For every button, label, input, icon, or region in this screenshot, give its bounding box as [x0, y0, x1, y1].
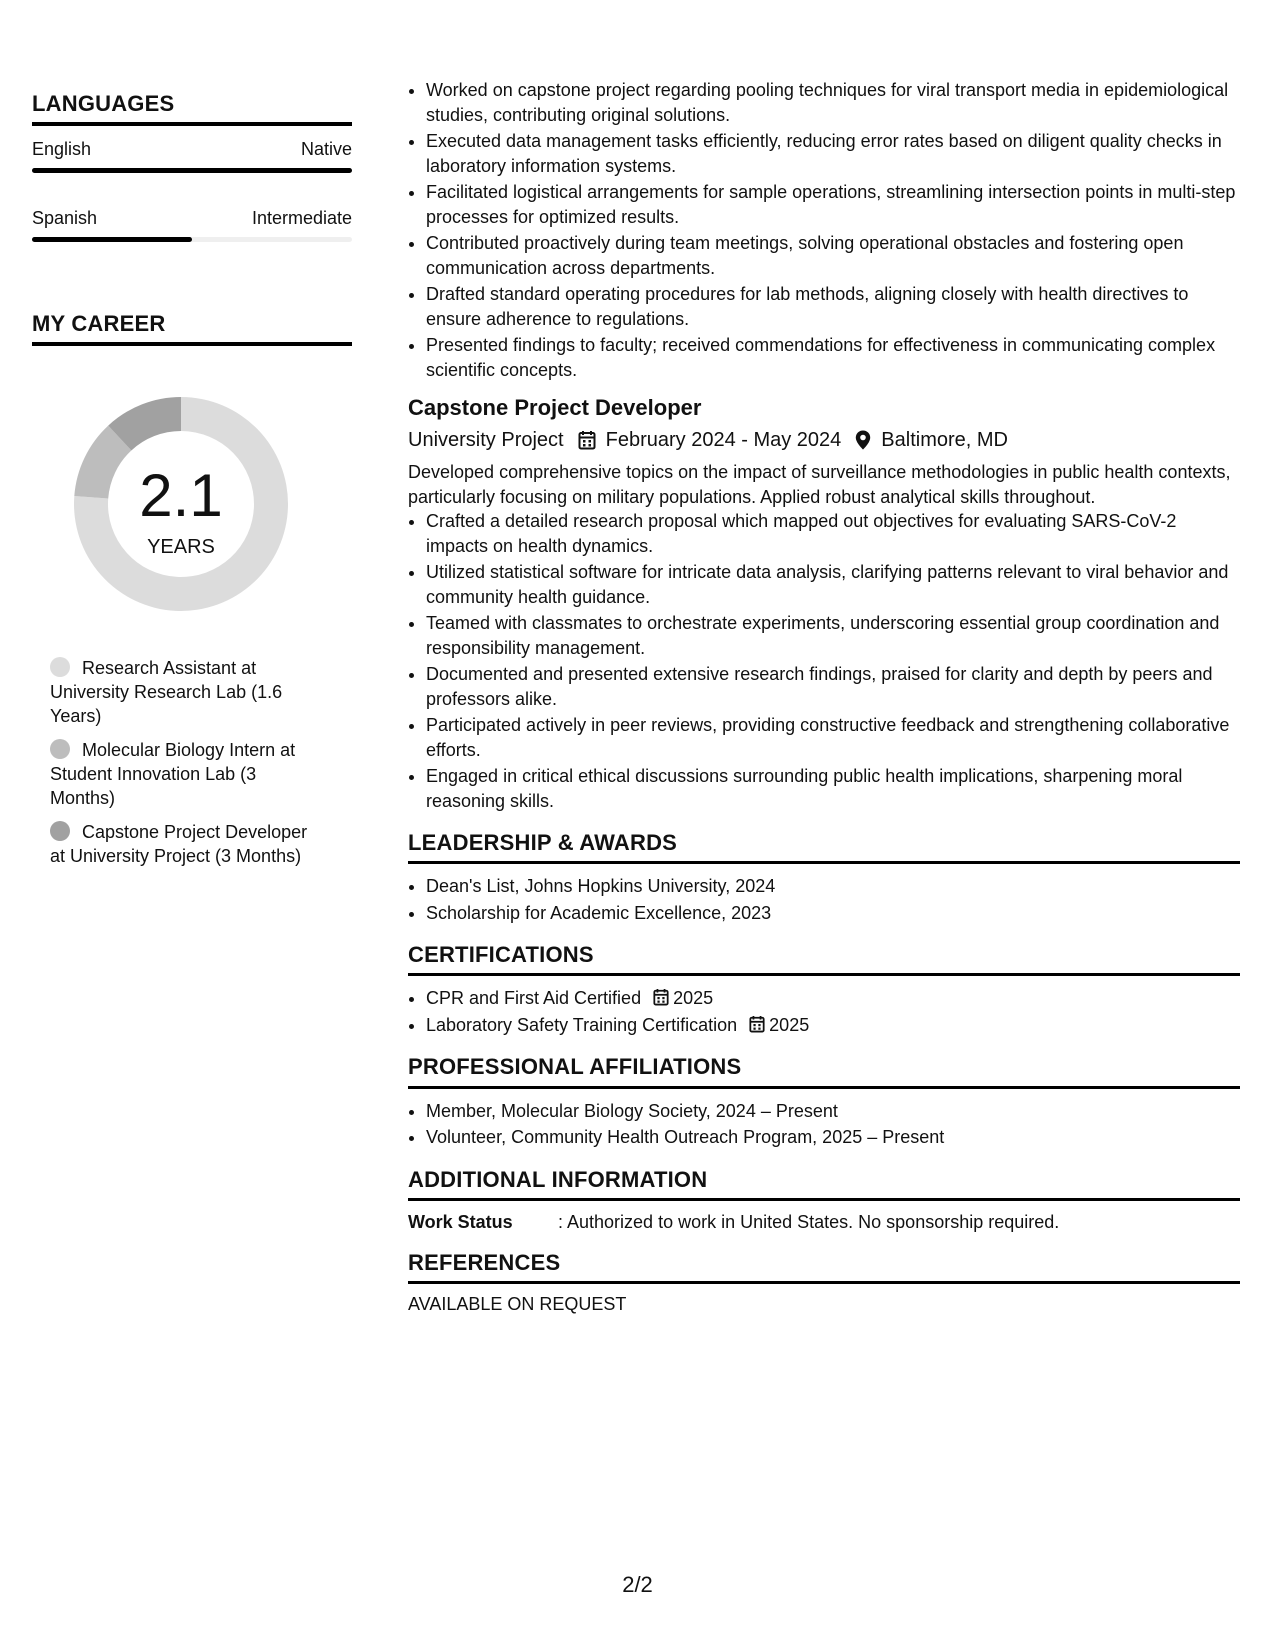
list-item: • Worked on capstone project regarding pooling techniques for viral transport media in epidemiological studies, contributing original solutions. [426, 78, 1240, 127]
references-section [408, 1251, 1240, 1315]
legend-dot [50, 657, 70, 677]
left-column [32, 92, 352, 878]
legend-label: Capstone Project Developer at University Project (3 Months) [50, 822, 308, 867]
language-proficiency-fill [32, 237, 192, 242]
legend-label: Molecular Biology Intern at Student Innovation Lab (3 Months) [50, 740, 296, 809]
list-item: • Engaged in critical ethical discussions surrounding public health implications, sharpening moral reasoning skills. [426, 764, 1240, 813]
references-title: REFERENCES [408, 1251, 1240, 1284]
previous-job-bullets [408, 78, 1240, 382]
career-total-years: 2.1 [139, 462, 223, 530]
leadership-title: LEADERSHIP & AWARDS [408, 831, 1240, 864]
language-name: Spanish [32, 208, 98, 229]
language-level: Native [300, 139, 352, 160]
language-proficiency-bar [32, 168, 352, 173]
affiliations-section [408, 1055, 1240, 1149]
certification-year: 2025 [673, 988, 714, 1009]
list-item: • Presented findings to faculty; received commendations for effectiveness in communicating complex scientific concepts. [426, 333, 1240, 382]
list-item: • Utilized statistical software for intricate data analysis, clarifying patterns relevant to viral behavior and community health guidance. [426, 560, 1240, 609]
certification-year: 2025 [769, 1014, 810, 1035]
additional-info-section [408, 1168, 1240, 1233]
job-dates: February 2024 - May 2024 [605, 429, 842, 451]
career-donut-chart [65, 388, 297, 620]
job-description: Developed comprehensive topics on the impact of surveillance methodologies in public health contexts, particularly focusing on military populations. Applied robust analytical skills throughout. [408, 462, 1231, 507]
certification-name: Laboratory Safety Training Certification [426, 1014, 738, 1035]
list-item: • Member, Molecular Biology Society, 2024 – Present [426, 1099, 1240, 1124]
page-number: 2/2 [622, 1572, 653, 1597]
certification-name: CPR and First Aid Certified [426, 988, 642, 1009]
list-item: • Crafted a detailed research proposal which mapped out objectives for evaluating SARS-CoV-2 impacts on health dynamics. [426, 509, 1240, 558]
language-name: English [32, 139, 92, 160]
affiliations-title: PROFESSIONAL AFFILIATIONS [408, 1055, 1240, 1088]
language-level: Intermediate [251, 208, 352, 229]
language-item [32, 138, 352, 173]
career-title: MY CAREER [32, 312, 352, 346]
list-item [426, 986, 1240, 1011]
list-item [426, 1013, 1240, 1038]
list-item: • Facilitated logistical arrangements for sample operations, streamlining intersection points in multi-step processes for optimized results. [426, 180, 1240, 229]
job-meta [408, 426, 1240, 454]
list-item: • Executed data management tasks efficiently, reducing error rates based on diligent quality checks in laboratory information systems. [426, 129, 1240, 178]
languages-title: LANGUAGES [32, 92, 352, 126]
calendar-icon [749, 1015, 765, 1033]
calendar-icon [653, 988, 669, 1006]
language-item [32, 207, 352, 242]
list-item: • Volunteer, Community Health Outreach Program, 2025 – Present [426, 1125, 1240, 1150]
language-proficiency-bar [32, 237, 352, 242]
list-item: • Participated actively in peer reviews, providing constructive feedback and strengthening collaborative efforts. [426, 713, 1240, 762]
legend-dot [50, 821, 70, 841]
additional-info-title: ADDITIONAL INFORMATION [408, 1168, 1240, 1201]
work-status-label: Work Status [408, 1211, 513, 1232]
certifications-section [408, 943, 1240, 1037]
legend-item [50, 656, 320, 728]
location-pin-icon [855, 430, 871, 450]
references-text: AVAILABLE ON REQUEST [408, 1293, 627, 1314]
legend-dot [50, 739, 70, 759]
leadership-section [408, 831, 1240, 925]
legend-item [50, 738, 320, 810]
list-item: • Documented and presented extensive research findings, praised for clarity and depth by peers and professors alike. [426, 662, 1240, 711]
legend-item [50, 820, 320, 868]
list-item: • Drafted standard operating procedures for lab methods, aligning closely with health directives to ensure adherence to regulations. [426, 282, 1240, 331]
calendar-icon [578, 430, 596, 450]
job-company: University Project [408, 429, 564, 451]
career-legend [50, 656, 320, 868]
list-item: • Scholarship for Academic Excellence, 2023 [426, 901, 1240, 926]
job-location: Baltimore, MD [881, 429, 1008, 451]
list-item: • Dean's List, Johns Hopkins University, 2024 [426, 874, 1240, 899]
list-item: • Contributed proactively during team meetings, solving operational obstacles and fostering open communication across departments. [426, 231, 1240, 280]
career-total-unit: YEARS [147, 536, 215, 559]
certifications-title: CERTIFICATIONS [408, 943, 1240, 976]
job-bullets [408, 509, 1240, 813]
language-proficiency-fill [32, 168, 352, 173]
right-column [408, 78, 1240, 1315]
list-item: • Teamed with classmates to orchestrate experiments, underscoring essential group coordination and responsibility management. [426, 611, 1240, 660]
job-title: Capstone Project Developer [408, 395, 702, 420]
legend-label: Research Assistant at University Research Lab (1.6 Years) [50, 658, 283, 727]
work-status-value: : Authorized to work in United States. No sponsorship required. [558, 1211, 1060, 1232]
